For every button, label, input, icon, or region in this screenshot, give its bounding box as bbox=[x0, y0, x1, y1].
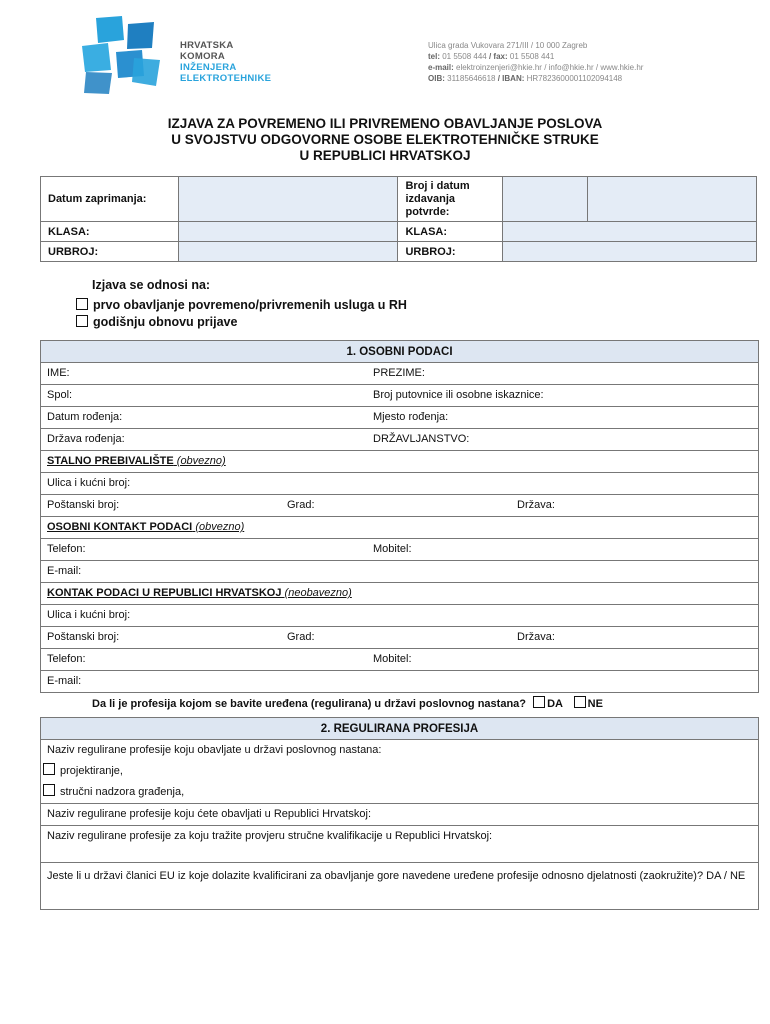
org-name bbox=[180, 40, 271, 84]
confirmation-number-field[interactable] bbox=[503, 177, 587, 222]
row-postal-hr[interactable]: Poštanski broj: Grad: Država: bbox=[41, 627, 758, 649]
hkie-logo-icon bbox=[78, 16, 178, 94]
section-personal-data bbox=[40, 340, 759, 693]
section-regulated-profession bbox=[40, 717, 759, 910]
relates-heading: Izjava se odnosi na: bbox=[92, 278, 211, 292]
section-2-title: 2. REGULIRANA PROFESIJA bbox=[41, 718, 758, 740]
form-title bbox=[0, 116, 770, 164]
row-street[interactable]: Ulica i kućni broj: bbox=[41, 473, 758, 495]
org-line-4: ELEKTROTEHNIKE bbox=[180, 73, 272, 84]
row-country[interactable]: Država rođenja: DRŽAVLJANSTVO: bbox=[41, 429, 758, 451]
row-phone[interactable]: Telefon: Mobitel: bbox=[41, 539, 758, 561]
checkbox-icon[interactable] bbox=[76, 298, 88, 310]
reception-table bbox=[40, 176, 757, 262]
oib-line: OIB: 31185646618 / IBAN: HR7823600001102094148 bbox=[428, 74, 623, 83]
hr-contact-heading: KONTAK PODACI U REPUBLICI HRVATSKOJ (neobavezno) bbox=[41, 583, 758, 605]
checkbox-no-icon[interactable] bbox=[574, 696, 586, 708]
residence-heading: STALNO PREBIVALIŠTE (obvezno) bbox=[41, 451, 758, 473]
row-name[interactable]: IME: PREZIME: bbox=[41, 363, 758, 385]
urbroj-field[interactable] bbox=[179, 242, 398, 262]
contact-heading: OSOBNI KONTAKT PODACI (obvezno) bbox=[41, 517, 758, 539]
row-profession-check[interactable]: Naziv regulirane profesije za koju tražite provjeru stručne kvalifikacije u Republici Hrvatskoj: bbox=[41, 826, 758, 863]
row-email[interactable]: E-mail: bbox=[41, 561, 758, 583]
checkbox-yes-icon[interactable] bbox=[533, 696, 545, 708]
confirmation-date-field[interactable] bbox=[587, 177, 756, 222]
row-eu-qualified[interactable]: Jeste li u državi članici EU iz koje dolazite kvalificirani za obavljanje gore navedene uređene profesije odnosno djelatnosti (zaokružite)? DA / NE bbox=[41, 863, 758, 910]
confirmation-label: Broj i datum izdavanja potvrde: bbox=[398, 177, 503, 222]
address: Ulica grada Vukovara 271/III / 10 000 Zagreb bbox=[428, 41, 588, 50]
row-phone-hr[interactable]: Telefon: Mobitel: bbox=[41, 649, 758, 671]
org-line-3: INŽENJERA bbox=[180, 62, 237, 73]
checkbox-icon[interactable] bbox=[43, 763, 55, 775]
title-line-2: U SVOJSTVU ODGOVORNE OSOBE ELEKTROTEHNIČKE STRUKE bbox=[171, 132, 599, 147]
option-design[interactable]: projektiranje, bbox=[41, 761, 758, 782]
row-profession-hr[interactable]: Naziv regulirane profesije koju ćete obavljati u Republici Hrvatskoj: bbox=[41, 804, 758, 826]
phone-line: tel: 01 5508 444 / fax: 01 5508 441 bbox=[428, 52, 555, 61]
row-postal[interactable]: Poštanski broj: Grad: Država: bbox=[41, 495, 758, 517]
no-label: NE bbox=[587, 698, 603, 710]
relates-option-1[interactable]: prvo obavljanje povremeno/privremenih usluga u RH bbox=[76, 297, 407, 314]
option-supervision[interactable]: stručni nadzora građenja, bbox=[41, 782, 758, 804]
klasa-label: KLASA: bbox=[41, 222, 179, 242]
urbroj2-label: URBROJ: bbox=[398, 242, 503, 262]
checkbox-icon[interactable] bbox=[43, 784, 55, 796]
date-received-label: Datum zaprimanja: bbox=[41, 177, 179, 222]
relates-option-2[interactable]: godišnju obnovu prijave bbox=[76, 314, 407, 331]
row-birth[interactable]: Datum rođenja: Mjesto rođenja: bbox=[41, 407, 758, 429]
yes-label: DA bbox=[547, 698, 563, 710]
section-1-title: 1. OSOBNI PODACI bbox=[41, 341, 758, 363]
row-street-hr[interactable]: Ulica i kućni broj: bbox=[41, 605, 758, 627]
klasa2-field[interactable] bbox=[503, 222, 757, 242]
date-received-field[interactable] bbox=[179, 177, 398, 222]
urbroj-label: URBROJ: bbox=[41, 242, 179, 262]
checkbox-icon[interactable] bbox=[76, 315, 88, 327]
klasa-field[interactable] bbox=[179, 222, 398, 242]
email-line: e-mail: elektroinzenjeri@hkie.hr / info@hkie.hr / www.hkie.hr bbox=[428, 63, 644, 72]
row-profession-origin: Naziv regulirane profesije koju obavljate u državi poslovnog nastana: bbox=[47, 744, 382, 756]
row-gender[interactable]: Spol: Broj putovnice ili osobne iskaznice: bbox=[41, 385, 758, 407]
urbroj2-field[interactable] bbox=[503, 242, 757, 262]
org-line-1: HRVATSKA bbox=[180, 40, 234, 51]
relates-block bbox=[92, 277, 407, 331]
regulated-question: Da li je profesija kojom se bavite uređena (regulirana) u državi poslovnog nastana? DA NE bbox=[92, 698, 603, 710]
row-email-hr[interactable]: E-mail: bbox=[41, 671, 758, 693]
title-line-3: U REPUBLICI HRVATSKOJ bbox=[299, 148, 471, 163]
contact-block bbox=[428, 40, 643, 84]
org-line-2: KOMORA bbox=[180, 51, 226, 62]
title-line-1: IZJAVA ZA POVREMENO ILI PRIVREMENO OBAVLJANJE POSLOVA bbox=[167, 116, 603, 131]
klasa2-label: KLASA: bbox=[398, 222, 503, 242]
